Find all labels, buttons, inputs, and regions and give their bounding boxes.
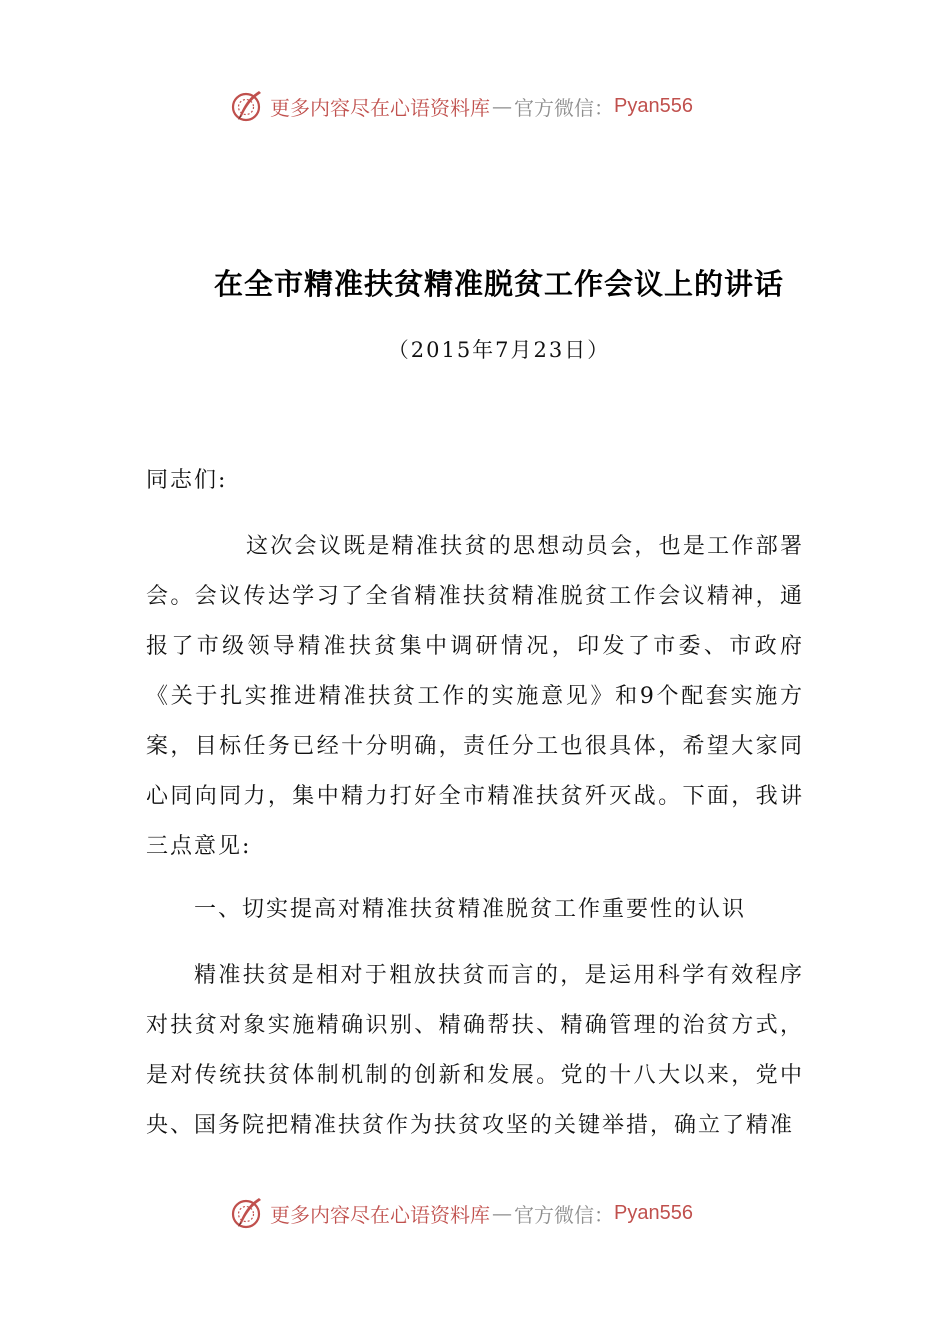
paragraph-2: 精准扶贫是相对于粗放扶贫而言的，是运用科学有效程序对扶贫对象实施精确识别、精确帮扶、精确管理的治贫方式，是对传统扶贫体制机制的创新和发展。党的十八大以来，党中央、国务院把精准扶贫作为扶贫攻坚的关键举措，确立了精准 xyxy=(146,963,804,1138)
header-watermark-banner xyxy=(228,86,693,126)
footer-watermark-banner xyxy=(228,1193,693,1233)
document-title: 在全市精准扶贫精准脱贫工作会议上的讲话 xyxy=(213,267,784,301)
wechat-id: Pyan556 xyxy=(614,94,693,117)
wechat-id: Pyan556 xyxy=(614,1201,693,1224)
document-date: （2015年7月23日） xyxy=(387,338,611,362)
greeting: 同志们: xyxy=(146,468,228,493)
brand-text: 更多内容尽在心语资料库 xyxy=(270,1202,490,1227)
wechat-label: 官方微信： xyxy=(514,95,614,120)
section-heading-1: 一、切实提高对精准扶贫精准脱贫工作重要性的认识 xyxy=(194,897,747,922)
banner-dash: — xyxy=(492,94,512,118)
quill-pen-logo-icon xyxy=(228,87,266,125)
banner-dash: — xyxy=(492,1201,512,1225)
brand-text: 更多内容尽在心语资料库 xyxy=(270,95,490,120)
wechat-label: 官方微信： xyxy=(514,1202,614,1227)
paragraph-1: 这次会议既是精准扶贫的思想动员会，也是工作部署会。会议传达学习了全省精准扶贫精准脱贫工作会议精神，通报了市级领导精准扶贫集中调研情况，印发了市委、市政府《关于扎实推进精准扶贫工作的实施意见》和9个配套实施方案，目标任务已经十分明确，责任分工也很具体，希望大家同心同向同力，集中精力打好全市精准扶贫歼灭战。下面，我讲三点意见: xyxy=(146,534,804,859)
quill-pen-logo-icon xyxy=(228,1194,266,1232)
